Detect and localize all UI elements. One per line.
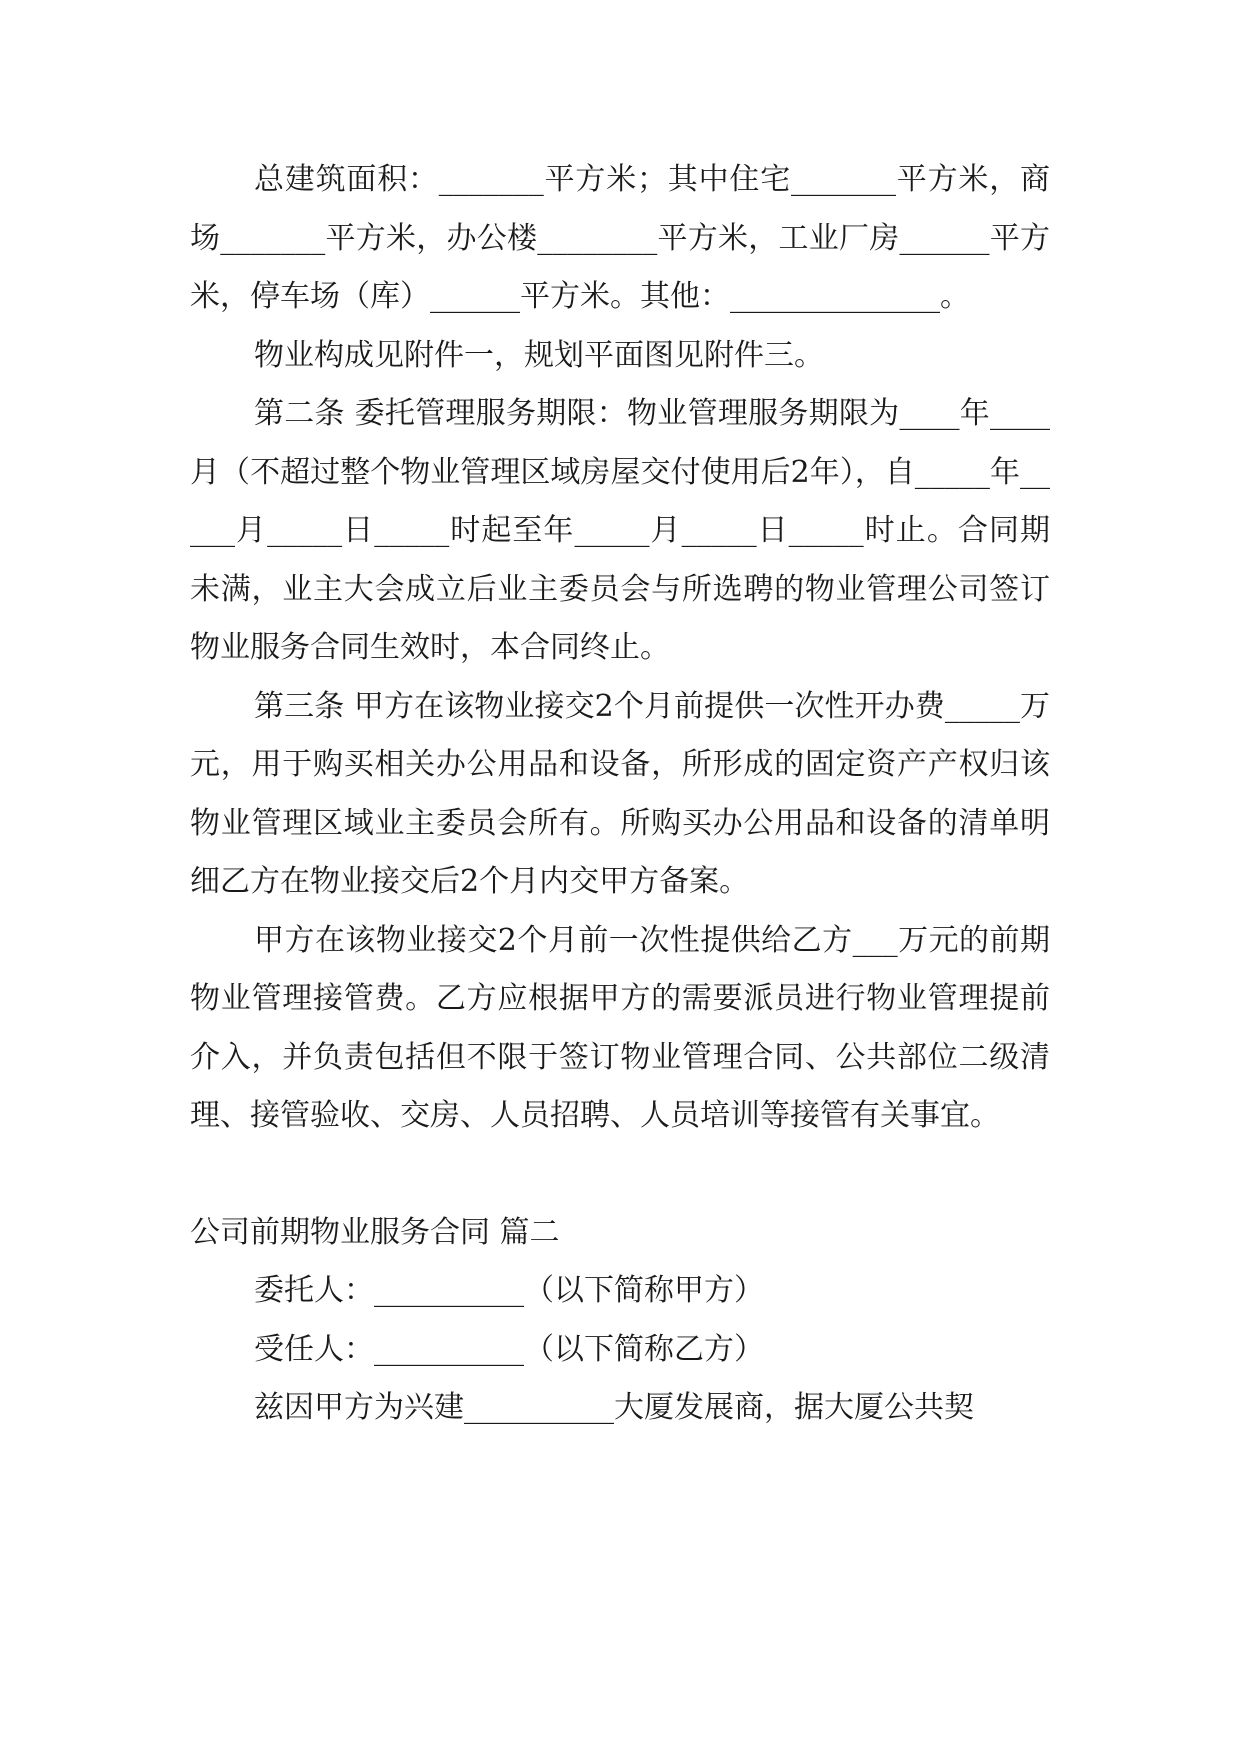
- paragraph-principal: 委托人：__________（以下简称甲方）: [254, 1273, 764, 1308]
- paragraph-property-composition: 物业构成见附件一，规划平面图见附件三。: [254, 337, 824, 373]
- section-spacer: [190, 1146, 1050, 1204]
- paragraph-article-2: 第二条 委托管理服务期限：物业管理服务期限为____年____月（不超过整个物业管理区域房屋交付使用后2年），自_____年_____月_____日_____时起至年_____月_____日_____时止。合同期未满，业主大会成立后业主委员会与所选聘的物业管理公司签订物业服务合同生效时，本合同终止。: [190, 396, 1050, 665]
- paragraph-building-area: 总建筑面积：_______平方米；其中住宅_______平方米，商场_______平方米，办公楼________平方米，工业厂房______平方米，停车场（库）______平方米。其他：______________。: [190, 162, 1050, 314]
- paragraph-recital: 兹因甲方为兴建__________大厦发展商，据大厦公共契: [254, 1390, 974, 1425]
- paragraph-takeover-fee: 甲方在该物业接交2个月前一次性提供给乙方___万元的前期物业管理接管费。乙方应根据甲方的需要派员进行物业管理提前介入，并负责包括但不限于签订物业管理合同、公共部位二级清理、接管验收、交房、人员招聘、人员培训等接管有关事宜。: [190, 922, 1050, 1133]
- section-heading: 公司前期物业服务合同 篇二: [190, 1214, 560, 1250]
- paragraph-agent: 受任人：__________（以下简称乙方）: [254, 1331, 764, 1367]
- document-body: [190, 151, 1050, 1438]
- paragraph-article-3: 第三条 甲方在该物业接交2个月前提供一次性开办费_____万元，用于购买相关办公用品和设备，所形成的固定资产产权归该物业管理区域业主委员会所有。所购买办公用品和设备的清单明细乙方在物业接交后2个月内交甲方备案。: [190, 688, 1050, 899]
